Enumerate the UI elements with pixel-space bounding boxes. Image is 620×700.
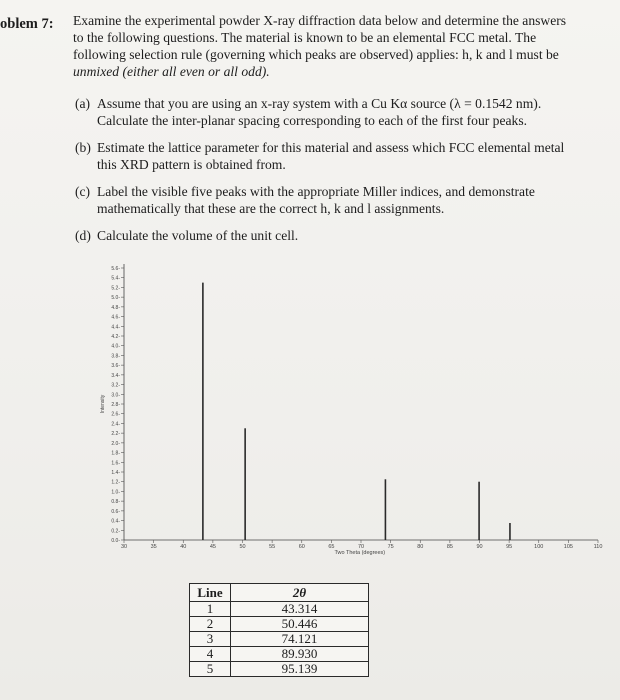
intro-line: following selection rule (governing which peaks are observed) applies: h, k and l must be [73,47,559,62]
table-row [190,617,369,632]
y-tick-label: 4.2- [111,334,120,340]
y-tick-label: 3.8- [111,353,120,360]
table-row [190,647,369,662]
intro-line: unmixed (either all even or all odd). [73,64,270,79]
y-tick-label: 0.8- [111,499,120,506]
y-tick-label: 3.2- [111,382,120,389]
y-tick-label: 2.0- [111,440,120,447]
table-header-line: Line [190,584,231,602]
x-tick-label: 110 [593,544,603,550]
y-tick-label: 1.6- [111,460,120,467]
x-tick-label: 30 [120,544,128,550]
y-tick-label: 0.2- [111,528,120,535]
question-text: Calculate the volume of the unit cell. [97,228,299,243]
y-tick-label: 1.0- [111,489,120,496]
x-tick-label: 40 [180,544,187,550]
y-tick-label: 2.6- [111,411,120,418]
table-cell-two-theta: 50.446 [231,617,369,632]
y-tick-label: 4.8- [111,304,120,311]
question-text: mathematically that these are the correct h, k and l assignments. [97,201,445,216]
x-tick-label: 80 [417,544,424,550]
table-cell-line: 2 [190,617,231,632]
table-header-row [190,584,369,602]
y-tick-label: 3.0- [111,392,120,399]
y-tick-label: 2.4- [111,421,120,428]
intro-line: Examine the experimental powder X-ray diffraction data below and determine the answers [73,13,567,28]
y-tick-label: 0.4- [111,518,120,525]
table-cell-two-theta: 95.139 [231,662,369,677]
y-tick-label: 2.2- [111,431,120,438]
table-cell-two-theta: 43.314 [231,602,369,617]
x-tick-label: 45 [209,544,216,550]
table-header-two-theta: 2θ [231,584,369,602]
x-tick-label: 90 [476,544,483,550]
y-tick-label: 1.8- [111,450,120,457]
x-tick-label: 35 [150,544,157,550]
problem-label: oblem 7: [0,16,54,32]
y-tick-label: 5.0- [111,295,120,302]
question-text: Assume that you are using an x-ray system with a Cu Kα source (λ = 0.1542 nm). [97,96,542,111]
x-tick-label: 65 [328,544,335,550]
y-tick-label: 0.0- [111,538,120,544]
y-tick-label: 5.6- [111,266,120,272]
peak-table [189,583,369,677]
y-tick-label: 2.8- [111,402,120,408]
x-tick-label: 100 [534,544,544,550]
y-tick-label: 1.2- [111,479,120,486]
table-cell-two-theta: 74.121 [231,632,369,647]
x-tick-label: 50 [239,544,246,550]
intro-line: to the following questions. The material is known to be an elemental FCC metal. The [73,30,537,45]
table-cell-line: 3 [190,632,231,647]
x-tick-label: 95 [506,544,513,550]
x-tick-label: 85 [446,544,453,550]
question-text: Calculate the inter-planar spacing corresponding to each of the first four peaks. [97,113,528,128]
question-label: (c) [75,184,91,199]
question-text: Estimate the lattice parameter for this material and assess which FCC elemental metal [97,140,565,155]
y-axis-label: Intensity [100,394,106,414]
y-tick-label: 4.6- [111,314,120,321]
question-label: (b) [75,140,91,155]
y-tick-label: 4.4- [111,324,120,331]
table-cell-line: 4 [190,647,231,662]
table-cell-line: 1 [190,602,231,617]
y-tick-label: 3.6- [111,363,120,370]
x-tick-label: 60 [298,544,305,550]
x-tick-label: 75 [387,544,394,550]
question-label: (d) [75,228,91,243]
table-cell-line: 5 [190,662,231,677]
table-row [190,662,369,677]
y-tick-label: 1.4- [111,470,120,476]
y-tick-label: 0.6- [111,508,120,515]
x-tick-label: 105 [563,544,573,550]
y-tick-label: 3.4- [111,372,120,379]
table-cell-two-theta: 89.930 [231,647,369,662]
x-tick-label: 55 [269,544,276,550]
question-label: (a) [75,96,91,111]
y-tick-label: 5.4- [111,275,120,282]
question-text: this XRD pattern is obtained from. [97,157,286,172]
table-row [190,602,369,617]
x-tick-label: 70 [357,544,365,550]
question-text: Label the visible five peaks with the appropriate Miller indices, and demonstrate [97,184,535,199]
y-tick-label: 4.0- [111,343,120,350]
x-axis-label: Two Theta (degrees) [334,550,386,556]
table-row [190,632,369,647]
y-tick-label: 5.2- [111,285,120,292]
